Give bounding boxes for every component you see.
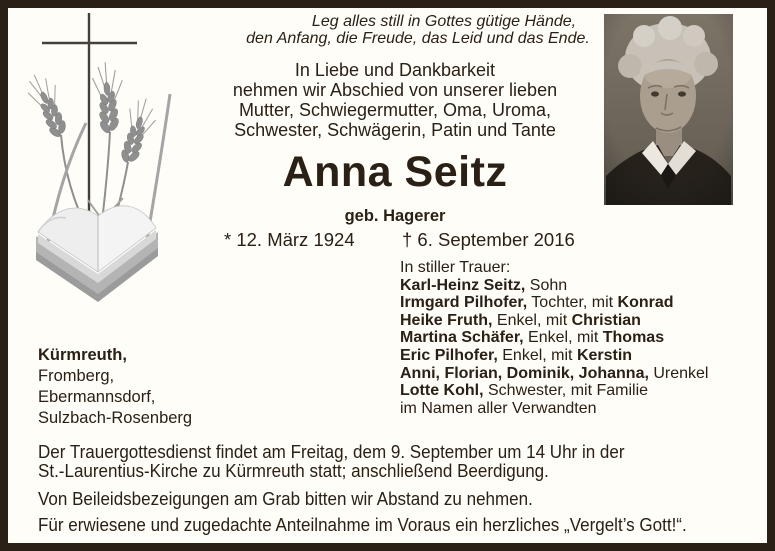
portrait-photo	[604, 14, 733, 205]
place-line: Sulzbach-Rosenberg	[38, 409, 193, 427]
maiden-name: geb. Hagerer	[344, 207, 446, 225]
cross-wheat-bible-icon	[28, 10, 208, 320]
intro-line-3: Mutter, Schwiegermutter, Oma, Uroma,	[238, 100, 552, 120]
thanks-note: Für erwiesene und zugedachte Anteilnahme im Voraus ein herzliches „Vergelt’s Gott!“.	[38, 514, 687, 535]
quote-line-2: den Anfang, die Freude, das Leid und das Ende.	[246, 30, 590, 47]
death-date: † 6. September 2016	[402, 229, 575, 250]
mourners-list	[400, 259, 708, 417]
opening-quote	[232, 13, 604, 47]
mourner-line: Irmgard Pilhofer, Tochter, mit Konrad	[400, 294, 674, 312]
place-line: Ebermannsdorf,	[38, 388, 156, 406]
mourner-line: Anni, Florian, Dominik, Johanna, Urenkel	[400, 364, 709, 382]
mourner-line: im Namen aller Verwandten	[400, 399, 597, 417]
portrait-photo-image	[604, 14, 733, 205]
mourners-heading: In stiller Trauer:	[400, 259, 511, 276]
service-info-line-1: Der Trauergottesdienst findet am Freitag, dem 9. September um 14 Uhr in der	[38, 441, 625, 462]
mourner-line: Heike Fruth, Enkel, mit Christian	[400, 311, 641, 329]
birth-date: * 12. März 1924	[224, 229, 355, 250]
place-line: Fromberg,	[38, 367, 115, 385]
service-info-line-2: St.-Laurentius-Kirche zu Kürmreuth statt; anschließend Beerdigung.	[38, 460, 549, 481]
announcement-text	[195, 60, 595, 140]
place-line: Kürmreuth,	[38, 346, 127, 364]
mourner-line: Eric Pilhofer, Enkel, mit Kerstin	[400, 346, 633, 364]
intro-line-4: Schwester, Schwägerin, Patin und Tante	[234, 120, 556, 140]
intro-line-2: nehmen wir Abschied von unserer lieben	[232, 80, 558, 100]
funeral-information	[38, 442, 743, 534]
quote-line-1: Leg alles still in Gottes gütige Hände,	[311, 13, 577, 30]
mourner-line: Lotte Kohl, Schwester, mit Familie	[400, 382, 649, 400]
intro-line-1: In Liebe und Dankbarkeit	[294, 60, 496, 80]
bible-icon	[36, 206, 158, 302]
memorial-illustration	[28, 10, 208, 320]
condolence-note: Von Beileidsbezeigungen am Grab bitten wir Abstand zu nehmen.	[38, 488, 533, 509]
mourner-line: Martina Schäfer, Enkel, mit Thomas	[400, 329, 665, 347]
mourner-line: Karl-Heinz Seitz, Sohn	[400, 276, 568, 294]
places-list	[38, 345, 192, 429]
deceased-name: Anna Seitz	[282, 148, 508, 196]
